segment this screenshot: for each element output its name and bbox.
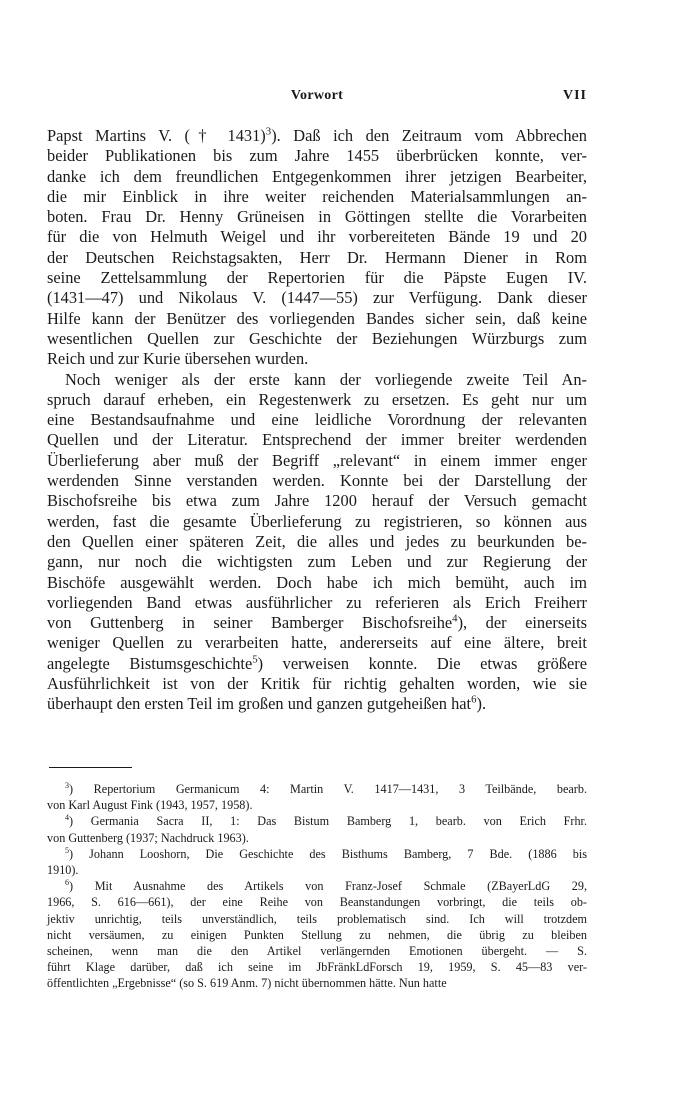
- text-line: werdenden Sinne verstanden werden. Konnte bei der Darstellung der: [47, 471, 587, 491]
- text-line: angelegte Bistumsgeschichte$^5$) verweisen konnte. Die etwas größere: [47, 653, 587, 673]
- footnote-line: $^4$) Germania Sacra II, 1: Das Bistum Bamberg 1, bearb. von Erich Frhr.: [65, 813, 587, 829]
- text-line: boten. Frau Dr. Henny Grüneisen in Göttingen stellte die Vorarbeiten: [47, 207, 587, 227]
- footnote-line: führt Klage darüber, daß ich seine im JbFränkLdForsch 19, 1959, S. 45—83 ver-: [47, 960, 587, 975]
- footnote-line: von Guttenberg (1937; Nachdruck 1963).: [47, 830, 249, 845]
- footnote-marker: 3: [265, 125, 272, 138]
- footnote-marker: 4: [452, 612, 458, 625]
- footnote-line: $^5$) Johann Looshorn, Die Geschichte des Bisthums Bamberg, 7 Bde. (1886 bis: [65, 845, 587, 861]
- text-line: danke ich dem freundlichen Entgegenkommen ihrer jetzigen Bearbeiter,: [47, 166, 587, 186]
- footnote: [47, 781, 587, 813]
- text-line: für die von Helmuth Weigel und ihr vorbereiteten Bände 19 und 20: [47, 227, 587, 247]
- text-line: werden, fast die gesamte Überlieferung zu registrieren, so können aus: [47, 511, 587, 531]
- main-text: [47, 126, 587, 715]
- running-header: [47, 88, 587, 108]
- footnote-line: $^6$) Mit Ausnahme des Artikels von Franz-Josef Schmale (ZBayerLdG 29,: [65, 878, 587, 894]
- footnote-marker: 3: [65, 780, 70, 790]
- footnote-line: nicht versäumen, zu einigen Punkten Stellung zu nehmen, die übrig zu bleiben: [47, 927, 587, 942]
- text-line: Ausführlichkeit ist von der Kritik für richtig gehalten worden, wie sie: [47, 674, 587, 694]
- text-line: Überlieferung aber muß der Begriff „relevant“ in einem immer enger: [47, 450, 587, 470]
- text-line: wesentlichen Quellen zur Geschichte der Beziehungen Würzburgs zum: [47, 328, 587, 348]
- text-line: von Guttenberg in seiner Bamberger Bischofsreihe$^4$), der einerseits: [47, 612, 588, 633]
- footnote: [47, 813, 587, 845]
- running-title: Vorwort: [290, 88, 344, 103]
- footnote-marker: 4: [65, 813, 70, 823]
- text-line: gann, nur noch die wichtigsten zum Leben und zur Regierung der: [47, 552, 587, 572]
- footnote: [47, 846, 587, 878]
- text-line: Bischöfe ausgewählt werden. Doch habe ich mich bemüht, auch im: [47, 572, 587, 592]
- text-line: seine Zettelsammlung der Repertorien für die Päpste Eugen IV.: [47, 268, 587, 288]
- footnote-line: $^3$) Repertorium Germanicum 4: Martin V. 1417—1431, 3 Teilbände, bearb.: [65, 780, 587, 796]
- footnote-separator: [49, 767, 132, 768]
- footnote-line: scheinen, wenn man die den Artikel verlängernden Emotionen übergeht. — S.: [47, 944, 587, 959]
- footnote-line: 1910).: [47, 863, 79, 878]
- footnote-line: öffentlichten „Ergebnisse“ (so S. 619 Anm. 7) nicht übernommen hätte. Nun hatte: [47, 976, 447, 991]
- text-line: eine Bestandsaufnahme und eine leidliche Vorordnung der relevanten: [47, 410, 587, 430]
- footnote-marker: 6: [65, 878, 70, 888]
- text-line: Noch weniger als der erste kann der vorliegende zweite Teil An-: [65, 369, 587, 389]
- footnotes: [47, 781, 587, 992]
- footnote-marker: 6: [471, 693, 477, 706]
- body-paragraph: [47, 370, 587, 715]
- text-line: Hilfe kann der Benützer des vorliegenden Bandes sicher sein, daß keine: [47, 308, 587, 328]
- footnote-line: von Karl August Fink (1943, 1957, 1958).: [47, 798, 253, 813]
- page-number: VII: [562, 88, 587, 103]
- text-line: spruch darauf erheben, ein Regestenwerk zu ersetzen. Es geht nur um: [47, 389, 587, 409]
- footnote-marker: 5: [65, 845, 70, 855]
- text-line: vorliegenden Band etwas ausführlicher zu referieren als Erich Freiherr: [47, 592, 587, 612]
- footnote-marker: 5: [252, 653, 258, 666]
- text-line: überhaupt den ersten Teil im großen und ganzen gutgeheißen hat$^6$).: [47, 693, 487, 714]
- text-line: Bischofsreihe bis etwa zum Jahre 1200 herauf der Versuch gemacht: [47, 491, 587, 511]
- text-line: (1431—47) und Nikolaus V. (1447—55) zur Verfügung. Dank dieser: [47, 288, 587, 308]
- text-line: Reich und zur Kurie übersehen wurden.: [47, 349, 309, 369]
- text-line: die mir Einblick in ihre weiter reichenden Materialsammlungen an-: [47, 186, 587, 206]
- footnote: [47, 878, 587, 991]
- text-line: beider Publikationen bis zum Jahre 1455 überbrücken konnte, ver-: [47, 146, 587, 166]
- text-line: der Deutschen Reichstagsakten, Herr Dr. Hermann Diener in Rom: [47, 247, 587, 267]
- text-line: den Quellen einer späteren Zeit, die alles und jedes zu beurkunden be-: [47, 531, 587, 551]
- text-line: Papst Martins V. († 1431)$^3$). Daß ich den Zeitraum vom Abbrechen: [47, 125, 587, 145]
- footnote-line: jektiv unrichtig, teils unverständlich, teils problematisch sind. Ich will trotzdem: [47, 911, 587, 926]
- text-line: Quellen und der Literatur. Entsprechend der immer breiter werdenden: [47, 430, 587, 450]
- footnote-line: 1966, S. 616—661), der eine Reihe von Beanstandungen vorbringt, die teils ob-: [47, 895, 587, 910]
- text-line: weniger Quellen zu verarbeiten hatte, andererseits auf eine ältere, breit: [47, 633, 587, 653]
- body-paragraph: [47, 126, 587, 370]
